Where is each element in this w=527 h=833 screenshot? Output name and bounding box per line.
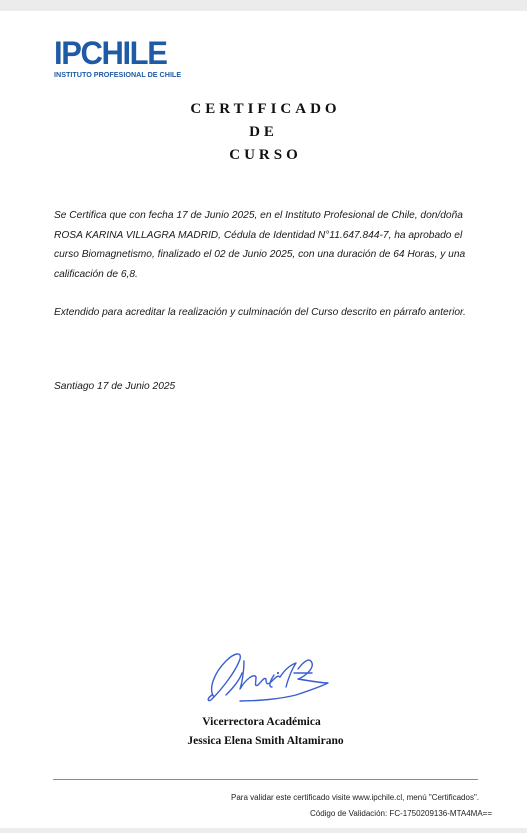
signatory-role: Vicerrectora Académica bbox=[202, 716, 321, 728]
logo-wordmark: IPCHILE bbox=[54, 34, 167, 72]
place-date: Santiago 17 de Junio 2025 bbox=[54, 381, 176, 392]
purpose-paragraph: Extendido para acreditar la realización y culminación del Curso descrito en párrafo anterior. bbox=[54, 307, 466, 318]
validation-note: Para validar este certificado visite www.ipchile.cl, menú "Certificados". bbox=[231, 793, 479, 802]
ipchile-logo bbox=[54, 34, 184, 79]
certificate-title-line-2: DE bbox=[249, 124, 278, 140]
viewer-top-margin bbox=[0, 0, 527, 11]
certificate-page bbox=[0, 11, 527, 828]
viewer-bottom-margin bbox=[0, 828, 527, 833]
certification-paragraph: Se Certifica que con fecha 17 de Junio 2025, en el Instituto Profesional de Chile, don/doña ROSA KARINA VILLAGRA MADRID, Cédula de Identidad N°11.647.844-7, ha aprobado el curso Biomagnetismo, finalizado el 02 de Junio 2025, con una duración de 64 Horas, y una calificación de 6,8. bbox=[54, 210, 466, 280]
certificate-title-line-3: CURSO bbox=[229, 147, 302, 163]
validation-code: Código de Validación: FC-1750209136-MTA4MA== bbox=[309, 809, 492, 818]
certificate-title-line-1: CERTIFICADO bbox=[190, 101, 341, 117]
logo-tagline: INSTITUTO PROFESIONAL DE CHILE bbox=[54, 70, 182, 79]
handwritten-signature bbox=[200, 639, 340, 709]
signatory-name: Jessica Elena Smith Altamirano bbox=[187, 735, 344, 747]
footer-divider bbox=[53, 779, 478, 780]
